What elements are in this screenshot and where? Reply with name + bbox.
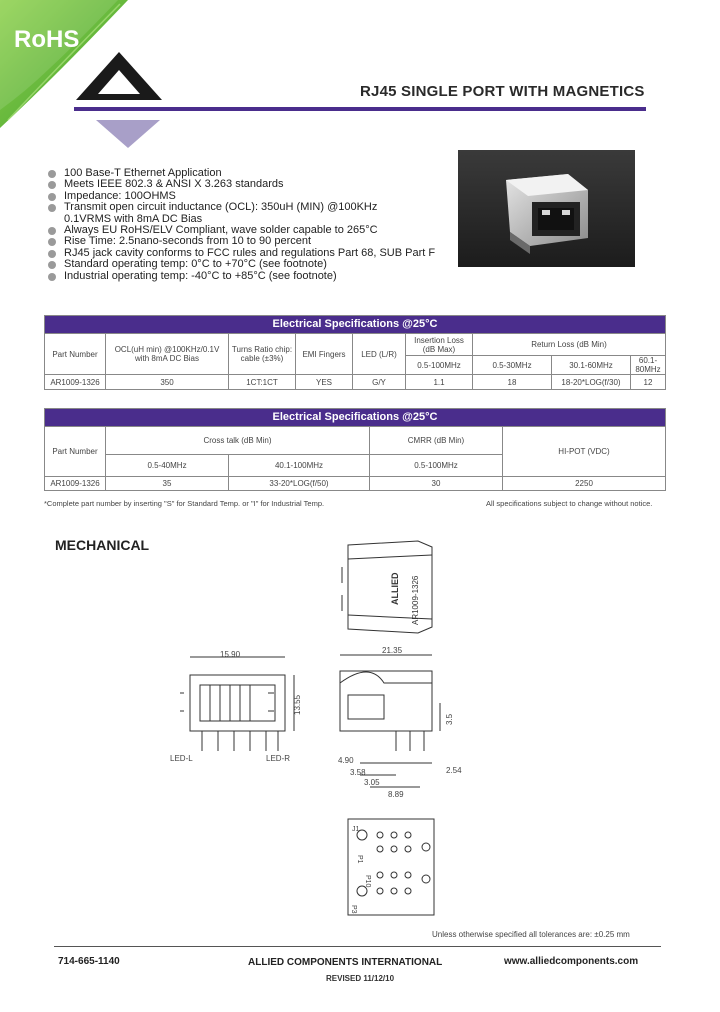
col-subheader-insertion: 0.5-100MHz [406,356,473,375]
table-row [45,375,666,390]
feature-text: 100 Base-T Ethernet Application [64,167,222,179]
dim-d: 2.54 [446,766,462,775]
col-subheader-crosstalk: 0.5-40MHz [106,455,229,477]
cell-emi: YES [296,375,353,390]
front-view-outline [190,675,285,731]
dim-b: 3.58 [350,768,366,777]
pin-label: P1 [356,855,363,864]
cell-part: AR1009-1326 [45,477,106,491]
dim-e: 8.89 [388,790,404,799]
footer-divider [54,946,661,947]
cell-led: G/Y [353,375,406,390]
tolerance-note: Unless otherwise specified all tolerances are: ±0.25 mm [432,930,630,939]
col-header-emi: EMI Fingers [296,334,353,375]
feature-text: Always EU RoHS/ELV Compliant, wave solder capable to 265°C [64,224,378,237]
pin-label: P10 [364,875,371,888]
col-header-insertion: Insertion Loss (dB Max) [406,334,473,356]
footnote-part-number: *Complete part number by inserting "S" for Standard Temp. or "I" for Industrial Temp. [44,499,325,508]
feature-text: Impedance: 100OHMS [64,189,176,202]
rj45-jack-icon [458,150,635,267]
feature-text: Rise Time: 2.5nano-seconds from 10 to 90 percent [64,235,312,248]
rohs-label: RoHS [14,26,80,53]
footer-revised: REVISED 11/12/10 [326,974,395,983]
feature-text: Meets IEEE 802.3 & ANSI X 3.263 standards [64,178,284,191]
bullet-icon [48,273,56,281]
bullet-icon [48,204,56,212]
table-title: Electrical Specifications @25°C [45,316,666,334]
col-header-part: Part Number [45,427,106,477]
cell-ocl: 350 [106,375,229,390]
cell-turns: 1CT:1CT [229,375,296,390]
led-right-label: LED-R [266,754,291,763]
cell-crosstalk: 35 [106,477,229,491]
bullet-icon [48,193,56,201]
col-header-crosstalk: Cross talk (dB Min) [106,427,370,455]
electrical-spec-table-1 [44,315,666,390]
footer-company: ALLIED COMPONENTS INTERNATIONAL [248,957,443,968]
footer-phone: 714-665-1140 [58,956,120,967]
cell-return: 18 [473,375,552,390]
cell-crosstalk: 33-20*LOG(f/50) [229,477,370,491]
brand-marking: ALLIED [390,572,400,605]
part-marking: AR1009-1326 [411,575,420,625]
cell-return: 12 [631,375,666,390]
cell-hipot: 2250 [503,477,666,491]
product-photo [458,150,635,267]
table-title: Electrical Specifications @25°C [45,409,666,427]
mechanical-drawing [170,535,480,925]
pin-label: P3 [350,905,357,914]
dim-c: 3.05 [364,778,380,787]
bullet-icon [48,250,56,258]
bullet-icon [48,227,56,235]
bullet-icon [48,170,56,178]
col-header-ocl: OCL(uH min) @100KHz/0.1V with 8mA DC Bias [106,334,229,375]
title-divider [74,107,646,111]
list-item [46,271,435,282]
col-header-cmrr: CMRR (dB Min) [370,427,503,455]
page-title: RJ45 SINGLE PORT WITH MAGNETICS [360,83,645,100]
electrical-spec-table-2 [44,408,666,491]
feature-text: 0.1VRMS with 8mA DC Bias [64,212,203,225]
table-row [45,477,666,491]
cell-insertion: 1.1 [406,375,473,390]
cell-part: AR1009-1326 [45,375,106,390]
bullet-icon [48,261,56,269]
cell-return: 18-20*LOG(f/30) [552,375,631,390]
col-subheader-return: 0.5-30MHz [473,356,552,375]
bullet-icon [48,238,56,246]
feature-text: Transmit open circuit inductance (OCL): 350uH (MIN) @100KHz [64,201,378,214]
col-subheader-return: 30.1-60MHz [552,356,631,375]
feature-text: RJ45 jack cavity conforms to FCC rules and regulations Part 68, SUB Part F [64,246,436,259]
col-header-part: Part Number [45,334,106,375]
side-view-outline [340,671,432,731]
col-header-return: Return Loss (dB Min) [473,334,666,356]
col-header-hipot: HI-POT (VDC) [503,427,666,477]
footnote-disclaimer: All specifications subject to change without notice. [486,499,653,508]
col-subheader-crosstalk: 40.1-100MHz [229,455,370,477]
dim-pin: 3.5 [445,713,454,725]
pin-label: J1 [352,826,360,833]
col-header-turns: Turns Ratio chip: cable (±3%) [229,334,296,375]
company-logo-icon [74,48,164,148]
dim-depth: 21.35 [382,646,403,655]
col-header-led: LED (L/R) [353,334,406,375]
footer-website-link[interactable]: www.alliedcomponents.com [504,956,639,967]
feature-text: Standard operating temp: 0°C to +70°C (see footnote) [64,258,327,271]
dim-a: 4.90 [338,756,354,765]
feature-text: Industrial operating temp: -40°C to +85°C (see footnote) [64,269,337,282]
dim-width: 15.90 [220,650,241,659]
dim-height: 13.55 [293,694,302,715]
mechanical-title: MECHANICAL [55,537,150,553]
feature-list [46,168,435,282]
col-subheader-cmrr: 0.5-100MHz [370,455,503,477]
bullet-icon [48,181,56,189]
led-left-label: LED-L [170,754,193,763]
cell-cmrr: 30 [370,477,503,491]
col-subheader-return: 60.1-80MHz [631,356,666,375]
